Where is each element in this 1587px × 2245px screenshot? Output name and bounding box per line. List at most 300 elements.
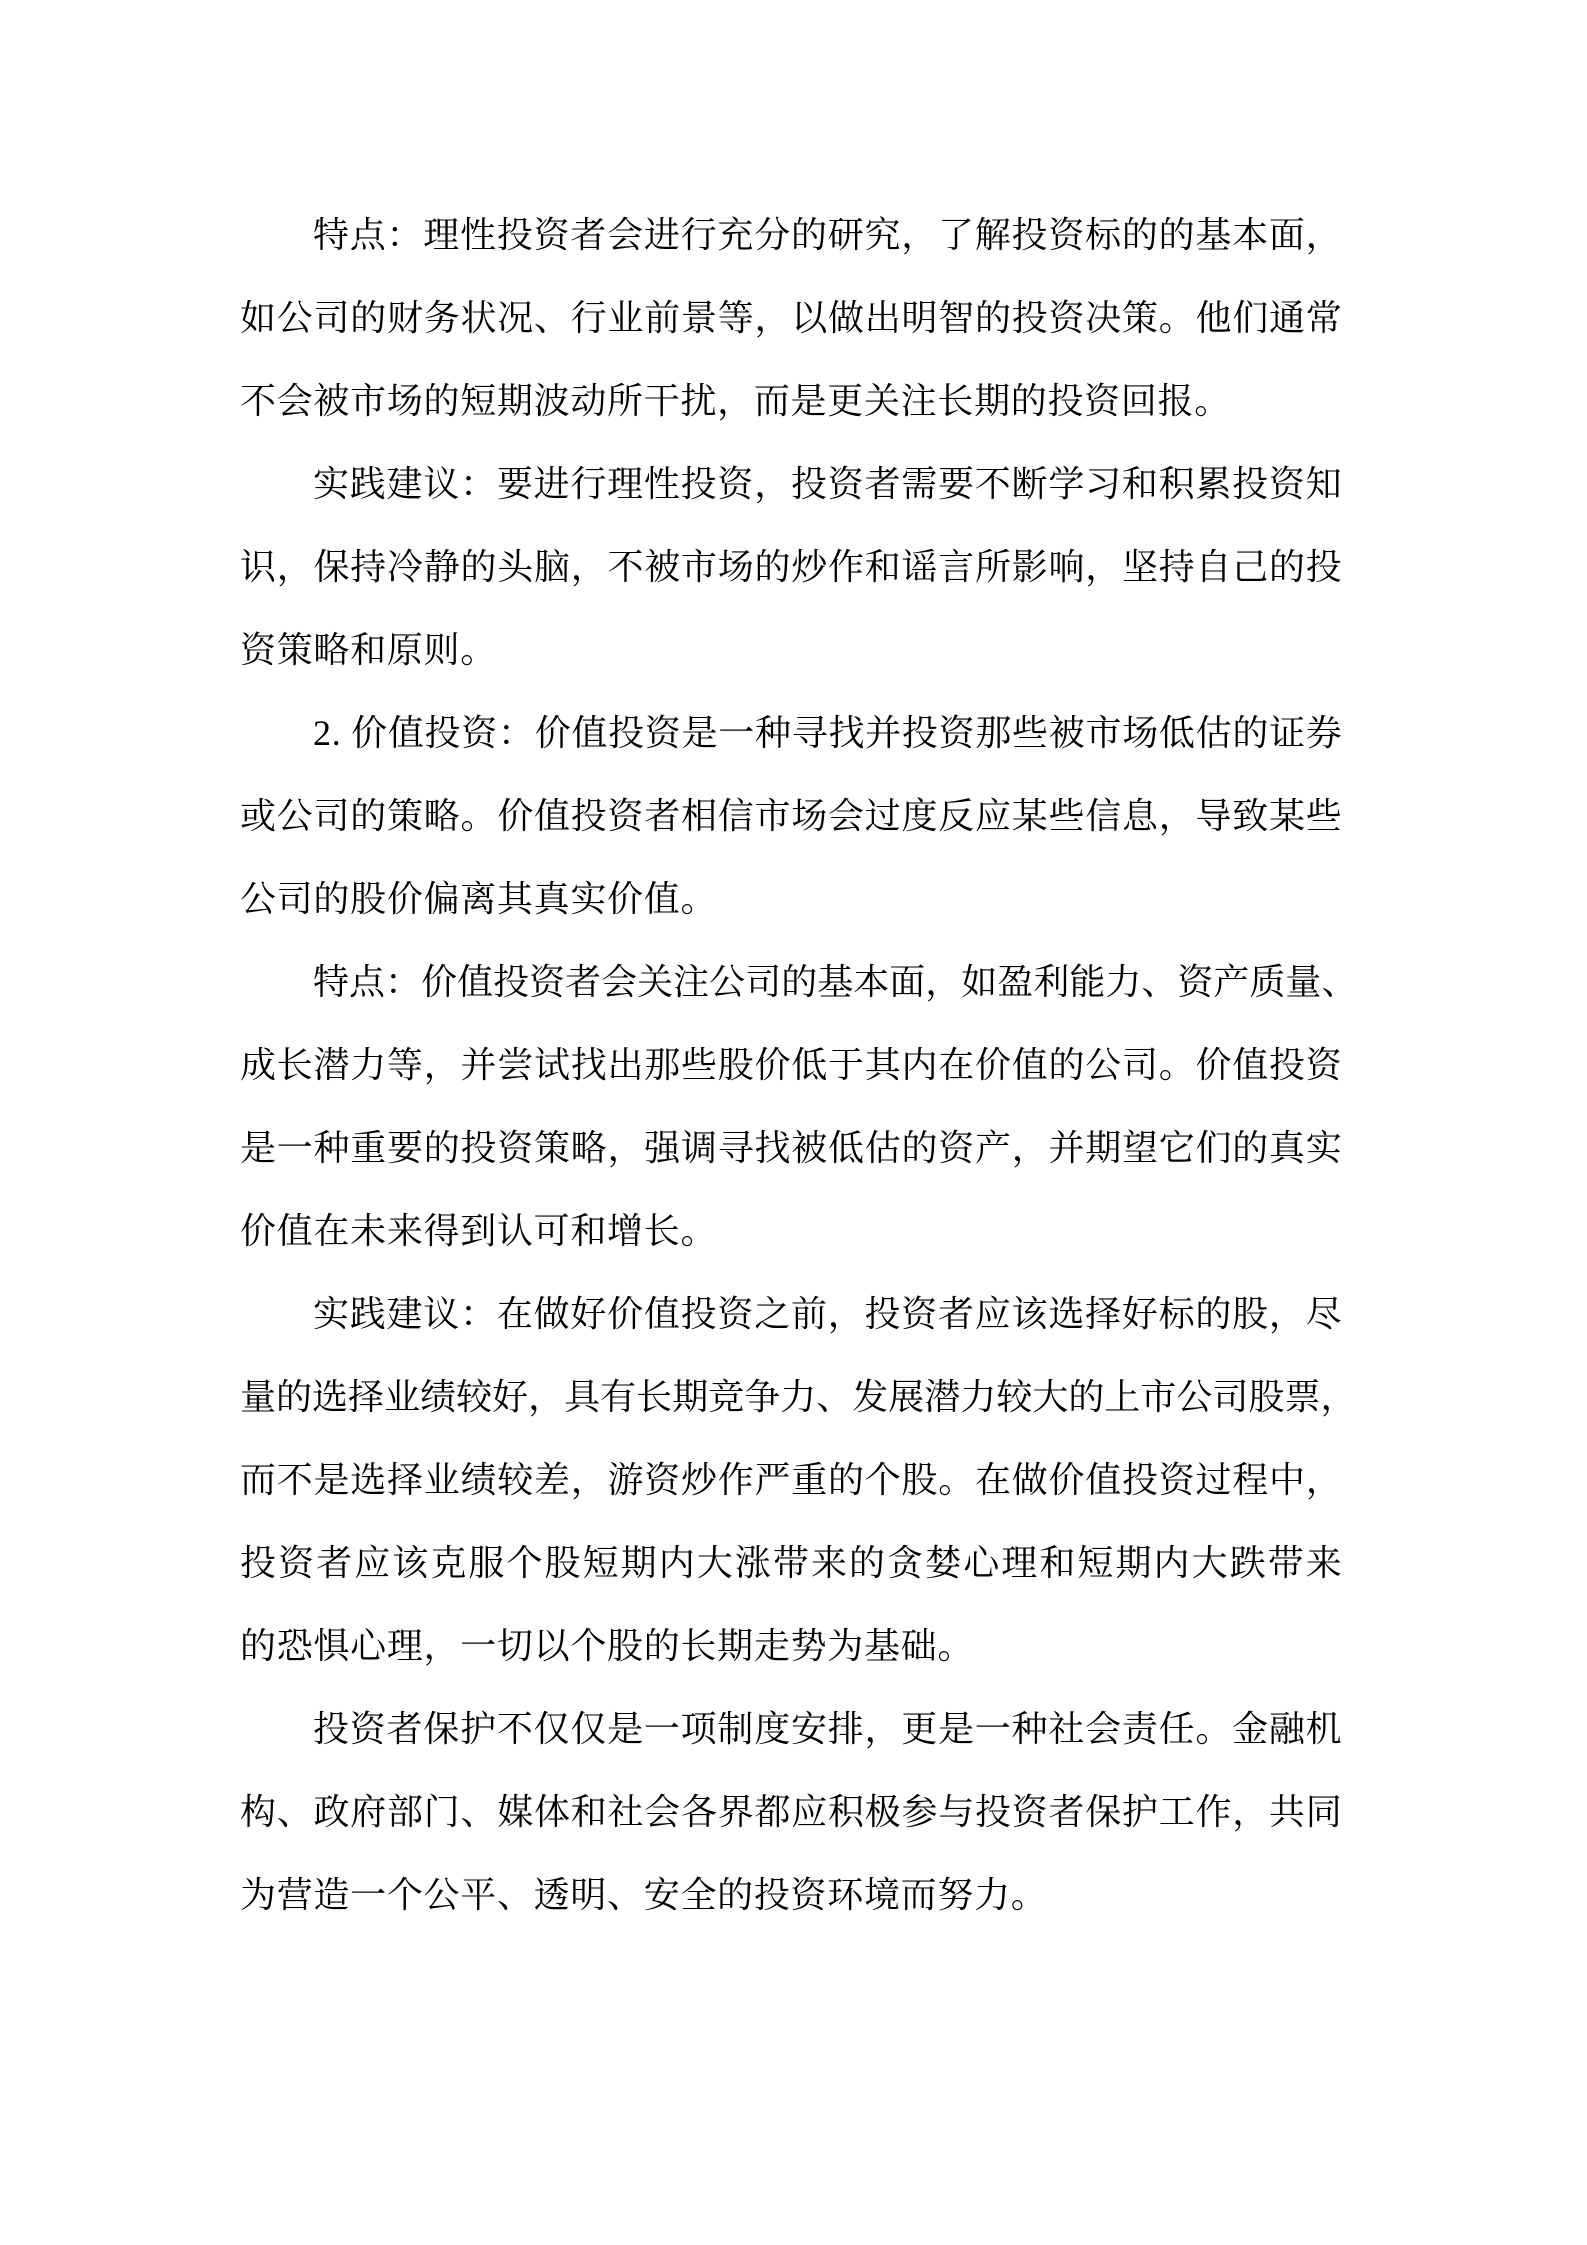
glyph: 切 <box>496 1626 534 1666</box>
glyph: 增 <box>607 1211 644 1251</box>
glyph: 投 <box>864 1294 901 1334</box>
glyph: ， <box>754 464 791 504</box>
glyph: 值 <box>1011 1045 1048 1085</box>
glyph: 期 <box>496 381 534 421</box>
glyph: 而 <box>900 1875 938 1915</box>
glyph: 找 <box>828 713 865 753</box>
glyph: 投 <box>1232 464 1269 504</box>
glyph: 该 <box>392 1543 429 1583</box>
glyph: 在 <box>313 1211 351 1251</box>
glyph: 的 <box>849 1543 886 1583</box>
glyph: 度 <box>754 1709 791 1749</box>
text-line <box>240 443 1342 526</box>
paragraph <box>240 692 1342 941</box>
glyph: 建 <box>386 464 423 504</box>
glyph: 种 <box>1011 1709 1048 1749</box>
glyph: 的 <box>790 215 827 255</box>
glyph: 。 <box>680 879 718 919</box>
glyph: 司 <box>313 796 350 836</box>
glyph: 择 <box>1085 1294 1122 1334</box>
glyph: 不 <box>276 1460 313 1500</box>
glyph: 该 <box>1011 1294 1048 1334</box>
glyph: 略 <box>423 796 460 836</box>
glyph: 场 <box>717 547 754 587</box>
glyph: 知 <box>1305 464 1342 504</box>
glyph: 透 <box>533 1875 571 1915</box>
glyph: 贪 <box>887 1543 924 1583</box>
glyph: 长 <box>643 1211 681 1251</box>
glyph: 度 <box>901 796 938 836</box>
glyph: 产 <box>975 1128 1012 1168</box>
glyph: 和 <box>350 630 387 670</box>
glyph: 过 <box>864 796 901 836</box>
glyph: 门 <box>423 1792 460 1832</box>
paragraph <box>240 1273 1357 1688</box>
glyph: 应 <box>354 1543 391 1583</box>
text-line <box>240 941 1358 1024</box>
glyph: 在 <box>938 1045 975 1085</box>
glyph: 习 <box>1085 464 1122 504</box>
glyph: 扰 <box>680 381 718 421</box>
glyph: 些 <box>1048 796 1085 836</box>
glyph: 具 <box>564 1377 601 1417</box>
glyph: 投 <box>1269 1045 1306 1085</box>
glyph: 资 <box>938 713 975 753</box>
glyph: 则 <box>423 630 461 670</box>
glyph: 那 <box>975 713 1012 753</box>
glyph: 安 <box>643 1875 681 1915</box>
glyph: 、 <box>496 1875 534 1915</box>
glyph: ： <box>460 1294 497 1334</box>
glyph: 公 <box>1176 1377 1213 1417</box>
glyph: 投 <box>493 962 530 1002</box>
glyph: 离 <box>460 879 497 919</box>
glyph: 脑 <box>534 547 571 587</box>
glyph: ， <box>901 215 938 255</box>
glyph: 资 <box>717 464 754 504</box>
glyph: 持 <box>1158 547 1195 587</box>
glyph: 信 <box>1085 796 1122 836</box>
glyph: 标 <box>1158 1294 1195 1334</box>
glyph: 资 <box>644 1460 681 1500</box>
glyph: 展 <box>888 1377 925 1417</box>
glyph: 基 <box>1195 215 1232 255</box>
glyph: 值 <box>643 1294 680 1334</box>
glyph: 议 <box>423 1294 460 1334</box>
glyph: 股 <box>1232 1294 1269 1334</box>
glyph: 要 <box>387 1128 424 1168</box>
glyph: 公 <box>276 796 313 836</box>
glyph: 的 <box>717 1875 754 1915</box>
glyph: 低 <box>828 1128 865 1168</box>
glyph: 它 <box>1158 1128 1195 1168</box>
glyph <box>341 692 350 775</box>
document-body <box>240 194 1358 1937</box>
glyph: 资 <box>1048 215 1085 255</box>
glyph: ， <box>864 1709 901 1749</box>
text-line <box>240 1771 1342 1854</box>
glyph: 价 <box>386 879 424 919</box>
glyph: 一 <box>276 1128 313 1168</box>
glyph: 面 <box>1268 215 1305 255</box>
glyph: 程 <box>1232 1460 1269 1500</box>
glyph: 理 <box>386 1626 424 1666</box>
glyph: 了 <box>938 215 975 255</box>
glyph: 关 <box>863 381 901 421</box>
glyph: 冷 <box>387 547 424 587</box>
glyph: 机 <box>1305 1709 1342 1749</box>
glyph: 走 <box>753 1626 791 1666</box>
glyph: 场 <box>1122 713 1159 753</box>
glyph: 期 <box>620 1543 657 1583</box>
glyph: 、 <box>607 1875 644 1915</box>
glyph: 投 <box>975 1792 1012 1832</box>
glyph: 政 <box>313 1792 350 1832</box>
glyph: 应 <box>791 1792 828 1832</box>
text-line <box>240 1522 1342 1605</box>
glyph: 是 <box>313 1460 350 1500</box>
glyph: 性 <box>460 215 497 255</box>
glyph: 如 <box>240 298 277 338</box>
glyph: 种 <box>755 713 792 753</box>
glyph: 响 <box>1048 547 1085 587</box>
glyph: 反 <box>938 796 975 836</box>
glyph: 谣 <box>901 547 938 587</box>
glyph: 找 <box>570 1045 607 1085</box>
glyph: ， <box>1158 796 1195 836</box>
glyph: 资 <box>1158 1460 1195 1500</box>
glyph: 试 <box>534 1045 571 1085</box>
glyph: 是 <box>240 1128 277 1168</box>
glyph: 策 <box>534 1128 571 1168</box>
paragraph <box>240 941 1358 1273</box>
glyph: 价 <box>240 1211 277 1251</box>
glyph: 股 <box>717 1045 754 1085</box>
glyph: 期 <box>1085 1128 1122 1168</box>
glyph: 特 <box>313 962 350 1002</box>
glyph: 价 <box>607 879 644 919</box>
glyph: 重 <box>791 1460 828 1500</box>
glyph: 如 <box>961 962 998 1002</box>
glyph: 种 <box>313 1128 350 1168</box>
glyph: 证 <box>1269 713 1306 753</box>
glyph: 择 <box>387 1460 424 1500</box>
glyph: . <box>331 713 341 753</box>
glyph: 的 <box>1269 547 1306 587</box>
paragraph <box>240 443 1342 692</box>
glyph: 是 <box>681 713 718 753</box>
glyph: 同 <box>1305 1792 1342 1832</box>
glyph: 做 <box>828 298 865 338</box>
glyph: 是 <box>607 1709 644 1749</box>
glyph: 选 <box>1048 1294 1085 1334</box>
text-line <box>240 1439 1342 1522</box>
glyph: 心 <box>963 1543 1000 1583</box>
glyph: 相 <box>681 796 718 836</box>
glyph: 进 <box>643 215 680 255</box>
glyph: 是 <box>790 381 828 421</box>
glyph: 来 <box>386 1211 424 1251</box>
glyph: 议 <box>423 464 460 504</box>
glyph: 者 <box>565 962 602 1002</box>
glyph: 是 <box>938 1709 975 1749</box>
glyph: 断 <box>1011 464 1048 504</box>
glyph: 某 <box>1011 796 1048 836</box>
glyph: 认 <box>496 1211 534 1251</box>
glyph: 可 <box>533 1211 571 1251</box>
glyph: 者 <box>386 1709 423 1749</box>
glyph: 内 <box>658 1543 695 1583</box>
glyph: 以 <box>791 298 828 338</box>
glyph: 理 <box>1001 1543 1038 1583</box>
glyph: 的 <box>350 298 387 338</box>
glyph: 干 <box>643 381 681 421</box>
glyph: 股 <box>544 1543 581 1583</box>
glyph: 一 <box>718 713 755 753</box>
glyph: 通 <box>1269 298 1306 338</box>
glyph: 股 <box>607 1626 644 1666</box>
text-line <box>240 194 1342 277</box>
glyph: 力 <box>1105 962 1142 1002</box>
glyph: 努 <box>937 1875 975 1915</box>
glyph: 原 <box>386 630 424 670</box>
glyph: 力 <box>780 1377 817 1417</box>
glyph: ， <box>717 381 754 421</box>
glyph: 关 <box>637 962 674 1002</box>
glyph: 明 <box>570 1875 608 1915</box>
glyph: 估 <box>1195 713 1232 753</box>
glyph: 会 <box>828 796 865 836</box>
glyph: 公 <box>709 962 746 1002</box>
glyph: 调 <box>681 1128 718 1168</box>
glyph: 内 <box>901 1045 938 1085</box>
glyph: 会 <box>644 1792 681 1832</box>
glyph: 要 <box>496 464 533 504</box>
glyph: 的 <box>1195 1294 1232 1334</box>
glyph: ， <box>827 1294 864 1334</box>
glyph: 。 <box>1158 1045 1195 1085</box>
glyph: 场 <box>386 381 424 421</box>
glyph: ， <box>1305 215 1342 255</box>
glyph: 偏 <box>423 879 461 919</box>
glyph: 投 <box>1122 1460 1159 1500</box>
text-line <box>240 1688 1342 1771</box>
text-line <box>240 1273 1342 1356</box>
glyph: 面 <box>889 962 926 1002</box>
glyph: 护 <box>460 1709 497 1749</box>
glyph: 的 <box>901 1128 938 1168</box>
glyph: 前 <box>790 1294 827 1334</box>
glyph: 等 <box>387 1045 424 1085</box>
glyph: 得 <box>423 1211 461 1251</box>
glyph: 不 <box>240 381 277 421</box>
glyph: 。 <box>1195 1709 1232 1749</box>
glyph: 分 <box>754 215 791 255</box>
glyph: 回 <box>1120 381 1158 421</box>
glyph: 者 <box>938 1294 975 1334</box>
glyph: 不 <box>496 1709 533 1749</box>
glyph: 。 <box>1194 381 1231 421</box>
glyph: 利 <box>1033 962 1070 1002</box>
glyph: 言 <box>938 547 975 587</box>
glyph: 值 <box>457 962 494 1002</box>
glyph: 。 <box>460 630 497 670</box>
glyph: 仅 <box>570 1709 607 1749</box>
glyph: 明 <box>901 298 938 338</box>
glyph: 息 <box>1122 796 1159 836</box>
glyph: 市 <box>1140 1377 1177 1417</box>
glyph: 策 <box>387 796 424 836</box>
glyph: 较 <box>996 1377 1033 1417</box>
glyph: 积 <box>1158 464 1195 504</box>
glyph: 婪 <box>925 1543 962 1583</box>
text-line <box>240 1024 1342 1107</box>
glyph: 动 <box>570 381 608 421</box>
glyph: 价 <box>754 1045 791 1085</box>
glyph: 金 <box>1232 1709 1269 1749</box>
glyph: 选 <box>312 1377 349 1417</box>
glyph: 绩 <box>420 1377 457 1417</box>
glyph: 为 <box>240 1875 277 1915</box>
glyph: 期 <box>1115 1543 1152 1583</box>
glyph: 惧 <box>313 1626 351 1666</box>
glyph: 望 <box>1122 1128 1159 1168</box>
glyph: 力 <box>974 1875 1011 1915</box>
glyph: 略 <box>570 1128 607 1168</box>
glyph: 价 <box>1195 1045 1232 1085</box>
glyph: 基 <box>817 962 854 1002</box>
glyph: 们 <box>1232 298 1269 338</box>
glyph: 导 <box>1195 796 1232 836</box>
glyph: 全 <box>680 1875 718 1915</box>
glyph: 投 <box>1011 298 1048 338</box>
glyph: 司 <box>313 298 350 338</box>
glyph: 者 <box>864 464 901 504</box>
glyph: 作 <box>1195 1792 1232 1832</box>
glyph: 务 <box>423 298 460 338</box>
glyph: 值 <box>276 1211 314 1251</box>
glyph: 决 <box>1085 298 1122 338</box>
glyph: 实 <box>313 464 350 504</box>
glyph: 的 <box>781 962 818 1002</box>
glyph: 司 <box>745 962 782 1002</box>
text-line <box>240 775 1342 858</box>
glyph: ， <box>1085 547 1122 587</box>
glyph: 平 <box>460 1875 497 1915</box>
glyph: 项 <box>680 1709 717 1749</box>
glyph: 需 <box>901 464 938 504</box>
glyph: 其 <box>864 1045 901 1085</box>
glyph: 上 <box>1104 1377 1141 1417</box>
glyph: ， <box>1305 1460 1342 1500</box>
glyph: 资 <box>1048 298 1085 338</box>
glyph: 一 <box>350 1875 387 1915</box>
glyph: 被 <box>1048 713 1085 753</box>
glyph: ， <box>1268 1294 1305 1334</box>
glyph: 的 <box>1232 1128 1269 1168</box>
glyph: 的 <box>1158 215 1195 255</box>
glyph: 寻 <box>791 713 828 753</box>
glyph: 估 <box>864 1128 901 1168</box>
glyph: 投 <box>901 713 938 753</box>
glyph: ， <box>528 1377 565 1417</box>
glyph: 的 <box>828 1460 865 1500</box>
glyph: 策 <box>276 630 314 670</box>
glyph: 投 <box>240 1543 277 1583</box>
glyph: 应 <box>975 796 1012 836</box>
text-line <box>240 858 1342 941</box>
glyph: 行 <box>680 215 717 255</box>
glyph: 而 <box>240 1460 277 1500</box>
glyph: 一 <box>460 1626 497 1666</box>
glyph: 值 <box>1085 1460 1122 1500</box>
glyph: 值 <box>534 796 571 836</box>
glyph: 涨 <box>734 1543 771 1583</box>
glyph: 极 <box>864 1792 901 1832</box>
glyph: 、 <box>460 1792 497 1832</box>
glyph: 体 <box>534 1792 571 1832</box>
glyph: ， <box>607 1128 644 1168</box>
glyph: 构 <box>240 1792 277 1832</box>
glyph: 会 <box>601 962 638 1002</box>
glyph: 保 <box>423 1709 460 1749</box>
glyph: 长 <box>636 1377 673 1417</box>
glyph: 作 <box>717 1460 754 1500</box>
glyph: ， <box>754 298 791 338</box>
text-line <box>240 1605 1342 1688</box>
glyph: 好 <box>492 1377 529 1417</box>
glyph: 个 <box>506 1543 543 1583</box>
glyph: 的 <box>313 879 351 919</box>
glyph: 择 <box>348 1377 385 1417</box>
glyph: 质 <box>1249 962 1286 1002</box>
glyph: 资 <box>1084 381 1121 421</box>
text-line <box>240 360 1342 443</box>
text-line <box>240 526 1342 609</box>
glyph: 各 <box>681 1792 718 1832</box>
glyph: 头 <box>497 547 534 587</box>
glyph: 保 <box>313 547 350 587</box>
glyph: 短 <box>1077 1543 1114 1583</box>
glyph: 更 <box>901 1709 938 1749</box>
glyph: 资 <box>938 1128 975 1168</box>
glyph: 自 <box>1195 547 1232 587</box>
text-line <box>240 277 1342 360</box>
glyph: 市 <box>350 381 387 421</box>
glyph: 成 <box>240 1045 277 1085</box>
glyph: 股 <box>1248 1377 1285 1417</box>
glyph: 充 <box>717 215 754 255</box>
glyph: 者 <box>316 1543 353 1583</box>
glyph: 股 <box>350 879 387 919</box>
paragraph <box>240 194 1342 443</box>
glyph: 者 <box>1048 1792 1085 1832</box>
glyph: ： <box>385 962 422 1002</box>
glyph: 在 <box>975 1460 1012 1500</box>
glyph: 们 <box>1195 1128 1232 1168</box>
glyph: 司 <box>276 879 314 919</box>
glyph: 价 <box>421 962 458 1002</box>
glyph: 选 <box>350 1460 387 1500</box>
text-line <box>240 1356 1357 1439</box>
glyph: 点 <box>349 962 386 1002</box>
glyph: 长 <box>680 1626 718 1666</box>
glyph: 投 <box>680 1294 717 1334</box>
glyph: 景 <box>681 298 718 338</box>
glyph: 坚 <box>1122 547 1159 587</box>
glyph: 资 <box>1305 1045 1342 1085</box>
glyph: 心 <box>350 1626 387 1666</box>
